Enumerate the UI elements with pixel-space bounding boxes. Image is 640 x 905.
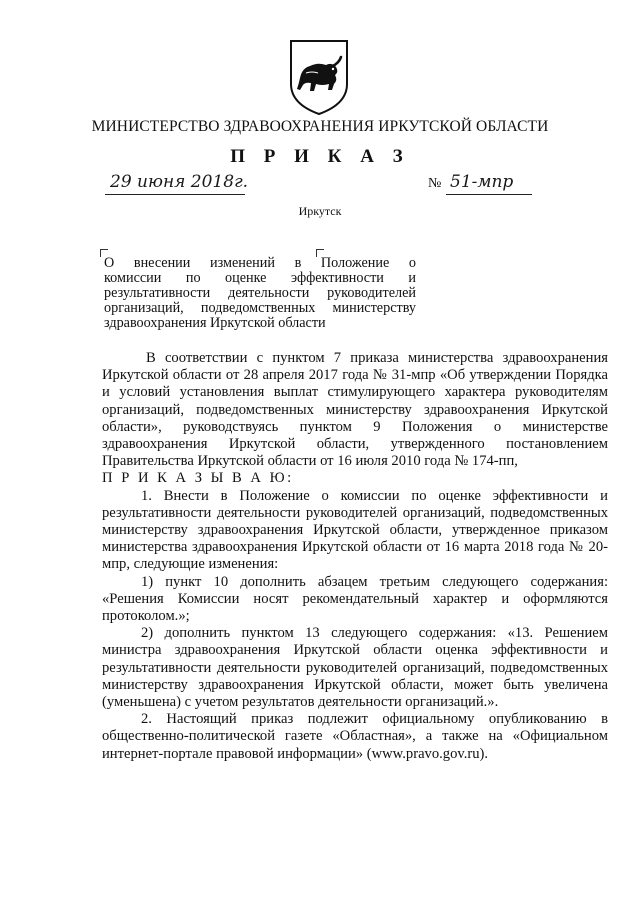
item-2-paragraph: 2. Настоящий приказ подлежит официальному опубликованию в общественно-политической газете «Областная», а также на «Официальном интернет-портале правовой информации» (www.pravo.gov.ru). bbox=[102, 711, 608, 762]
number-underline bbox=[446, 194, 532, 195]
date-underline bbox=[105, 194, 245, 195]
subject-line: здравоохранения Иркутской области bbox=[104, 315, 326, 331]
handwritten-number: 51-мпр bbox=[450, 172, 514, 192]
item-1-subitem-1: 1) пункт 10 дополнить абзацем третьим следующего содержания: «Решения Комиссии носят рекомендательный характер и оформляются протоколом.»; bbox=[102, 573, 608, 625]
subject-line: организаций, подведомственных министерству bbox=[104, 300, 416, 316]
order-title: П Р И К А З bbox=[230, 146, 410, 167]
order-body bbox=[102, 350, 608, 763]
ministry-name: МИНИСТЕРСТВО ЗДРАВООХРАНЕНИЯ ИРКУТСКОЙ ОБЛАСТИ bbox=[91, 118, 549, 135]
order-subject bbox=[104, 256, 416, 331]
number-prefix: № bbox=[428, 176, 442, 191]
handwritten-date: 29 июня 2018г. bbox=[110, 172, 249, 192]
decree-word: П Р И К А З Ы В А Ю: bbox=[102, 470, 294, 487]
preamble-paragraph: В соответствии с пунктом 7 приказа министерства здравоохранения Иркутской области от 28 апреля 2017 года № 31-мпр «Об утверждении Порядка и условий установления выплат стимулирующего характера руководителям организаций, подведомственных министерству здравоохранения Иркутской области», руководствуясь пунктом 9 Положения о министерстве здравоохранения Иркутской области, утвержденного постановлением Правительства Иркутской области от 16 июля 2010 года № 174-пп, bbox=[102, 350, 608, 470]
item-1-subitem-2: 2) дополнить пунктом 13 следующего содержания: «13. Решением министра здравоохранения Иркутской области оценка эффективности и результативности деятельности руководителей организаций, подведомственных министерству здравоохранения Иркутской области, может быть увеличена (уменьшена) с учетом результатов деятельности организаций.». bbox=[102, 625, 608, 711]
subject-line: комиссии по оценке эффективности и bbox=[104, 270, 416, 286]
item-1-paragraph: 1. Внести в Положение о комиссии по оценке эффективности и результативности деятельности руководителей организаций, подведомственных министерству здравоохранения Иркутской области, утвержденное приказом министерства здравоохранения Иркутской области от 16 марта 2018 года № 20-мпр, следующие изменения: bbox=[102, 487, 608, 573]
coat-of-arms-emblem bbox=[288, 38, 350, 116]
city: Иркутск bbox=[298, 204, 342, 218]
subject-line: О внесении изменений в Положение о bbox=[104, 255, 416, 271]
subject-line: результативности деятельности руководителей bbox=[104, 285, 416, 301]
